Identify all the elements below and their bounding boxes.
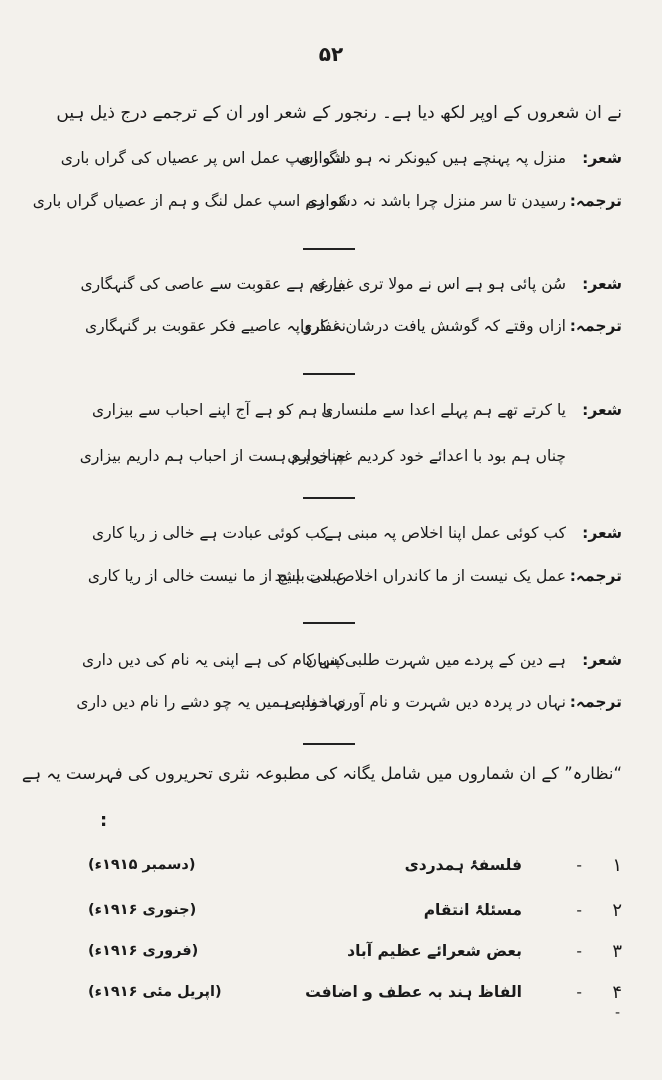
tarjuma-hemistich-1: نہاں در پردہ دیں شہرت و نام آوری خواہی [284,693,566,711]
sher-hemistich-1: کب کوئی عمل اپنا اخلاص پہ مبنی ہے [324,524,566,542]
tarjuma-hemistich-1: رسیدن تا سر منزل چرا باشد نہ دشواری [305,192,566,210]
intro-paragraph: نے ان شعروں کے اوپر لکھ دیا ہے۔ رنجور کے شعر اور ان کے ترجمے درج ذیل ہیں [56,103,622,123]
list-item [88,848,622,882]
verse-1-sher [60,140,622,176]
list-item-dash: - [576,856,582,874]
verse-2-sher [80,266,622,302]
list-item-title: فلسفۂ ہمدردی [404,856,522,874]
section-divider [303,497,355,499]
list-item-date: (جنوری ۱۹۱۶ء) [88,902,197,918]
page-number: ۵۲ [318,42,344,66]
section-divider [303,248,355,250]
list-item-number: ۱ [612,854,622,876]
list-item-title: بعض شعرائے عظیم آباد [347,942,522,960]
verse-3-sher [88,392,622,428]
tarjuma-hemistich-1: چناں ہم بود با اعدائے خود کردیم غم خواری [287,447,566,465]
list-item [88,893,622,927]
sher-hemistich-2: کس کام کی ہے اپنی یہ نام کی دیں داری [81,651,346,669]
sher-hemistich-2: لنگ اسپ عمل اس پر عصیاں کی گراں باری [60,149,346,167]
tarjuma-label: ترجمہ: [569,693,622,711]
section-divider [303,743,355,745]
verse-3-tarjuma [79,438,622,474]
sher-hemistich-1: منزل پہ پہنچے ہیں کیونکر نہ ہو دشواری [298,149,566,167]
tarjuma-hemistich-2: چناں ہم ہست از احباب ہم داریم بیزاری [79,447,346,465]
verse-1-tarjuma [32,183,622,219]
list-item-date: (فروری ۱۹۱۶ء) [88,943,199,959]
sher-hemistich-1: ہے دین کے پردے میں شہرت طلبی پنہاں [305,651,566,669]
section-divider [303,622,355,624]
verse-4-tarjuma [88,558,622,594]
tarjuma-hemistich-1: عمل یک نیست از ما کاندراں اخلاص می باشد [274,567,566,585]
list-item-number: ۲ [612,899,622,921]
sher-hemistich-1: یا کرتے تھے ہم پہلے اعدا سے ملنساری [321,401,566,419]
section-divider [303,373,355,375]
tarjuma-hemistich-1: ازاں وقتے کہ گوشش یافت درشان غفاری [300,317,566,335]
list-item [88,934,622,968]
list-item-dash: - [576,942,582,960]
tarjuma-label: ترجمہ: [569,192,622,210]
list-item-dash: - [576,983,582,1001]
list-item-title: الفاظ ہند بہ عطف و اضافت [305,983,522,1001]
stray-dash: - [614,1005,620,1021]
list-item-number: ۴ [612,981,622,1003]
sher-hemistich-2: بے غم ہے عقوبت سے عاصی کی گنہگاری [80,275,346,293]
verse-5-tarjuma [76,684,622,720]
tarjuma-label: ترجمہ: [569,567,622,585]
sher-hemistich-1: سُن پائی ہو ہے اس نے مولا تری غفاری [313,275,566,293]
list-item-date: (دسمبر ۱۹۱۵ء) [88,857,196,873]
verse-2-tarjuma [84,308,622,344]
verse-4-sher [88,515,622,551]
list-intro: “نظارہ” کے ان شماروں میں شامل یگانہ کی مطبوعہ نثری تحریروں کی فہرست یہ ہے [21,764,622,783]
list-item [88,975,622,1009]
tarjuma-hemistich-2: کہ ہم اسپ عمل لنگ و ہم از عصیاں گراں باری [32,192,346,210]
list-item-number: ۳ [612,940,622,962]
sher-label: شعر: [582,275,622,293]
list-item-date: (اپریل مئی ۱۹۱۶ء) [88,984,222,1000]
list-colon: : [100,810,108,831]
tarjuma-hemistich-2: نہ کرواپہ عاصیے فکر عقوبت بر گنہگاری [84,317,346,335]
tarjuma-hemistich-2: عبادت ہیچ از ما نیست خالی از ریا کاری [87,567,346,585]
list-item-dash: - [576,901,582,919]
verse-5-sher [81,642,622,678]
tarjuma-hemistich-2: نہاد ندے ہمیں یہ چو دشے را نام دیں داری [76,693,346,711]
sher-label: شعر: [582,401,622,419]
list-item-title: مسئلۂ انتقام [423,901,522,919]
sher-hemistich-2: یا ہم کو ہے آج اپنے احباب سے بیزاری [92,401,332,419]
sher-label: شعر: [582,524,622,542]
sher-hemistich-2: کب کوئی عبادت ہے خالی ز ریا کاری [92,524,328,542]
sher-label: شعر: [582,149,622,167]
sher-label: شعر: [582,651,622,669]
tarjuma-label: ترجمہ: [569,317,622,335]
